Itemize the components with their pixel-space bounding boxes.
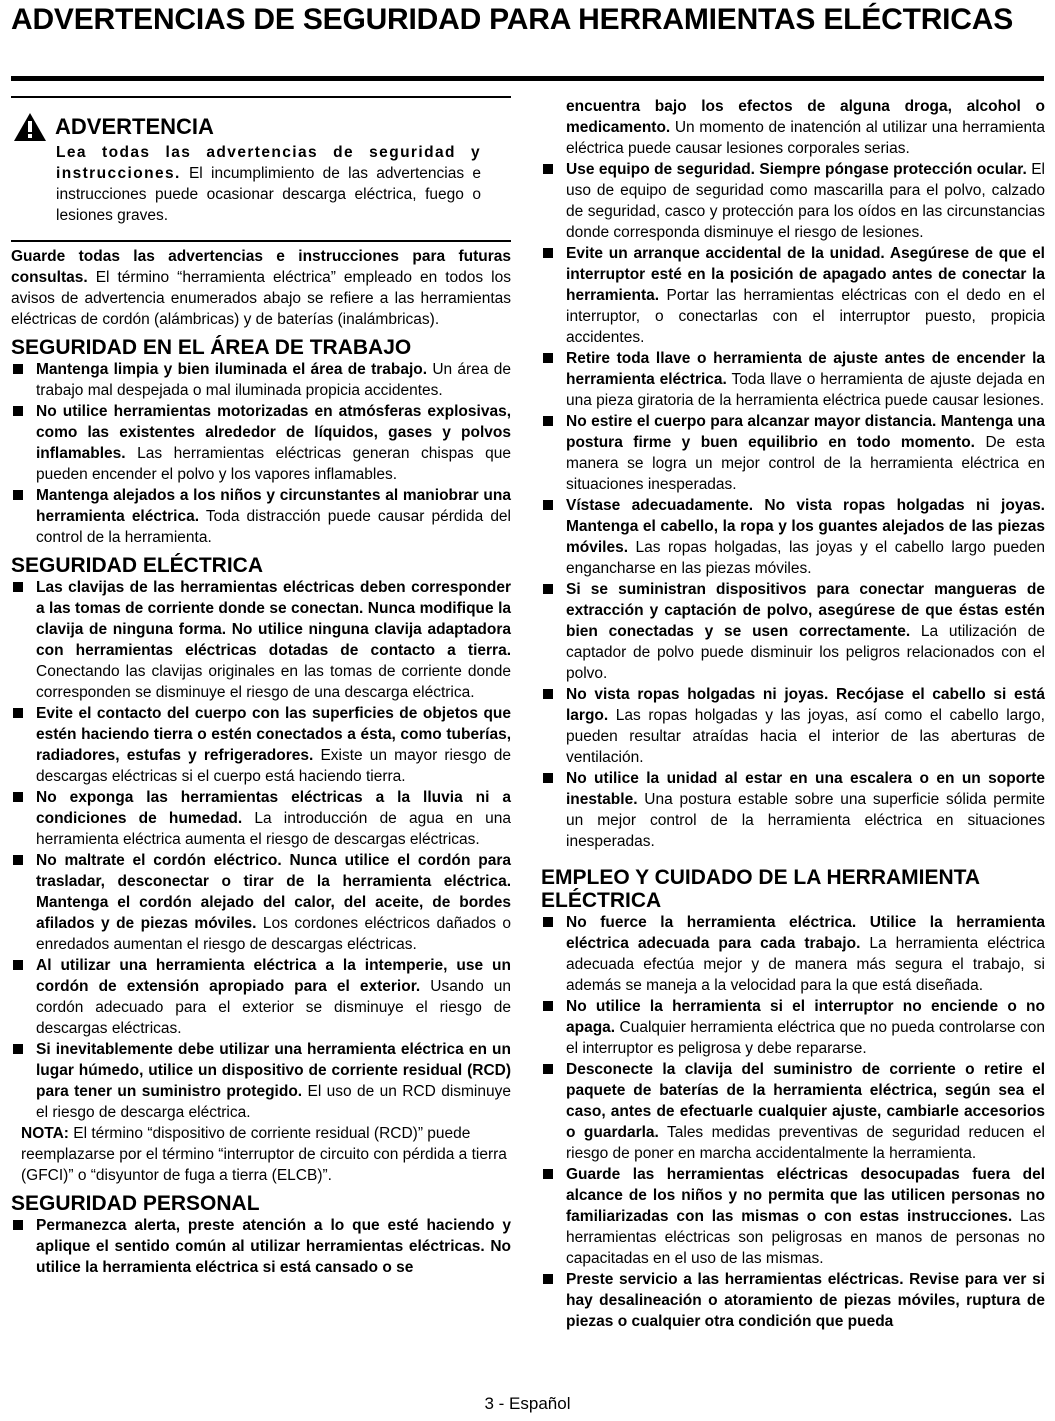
electrical-list xyxy=(11,577,511,1123)
list-item xyxy=(11,1039,511,1123)
item-bold-text: Las clavijas de las herramientas eléctricas deben corresponder a las tomas de corriente donde se conectan. Nunca modifique la clavija de ninguna forma. No utilice ninguna clavija adaptadora con herramientas eléctricas dotadas de contacto a tierra. xyxy=(36,579,511,659)
section-heading-use-care: EMPLEO Y CUIDADO DE LA HERRAMIENTA ELÉCTRICA xyxy=(541,866,980,912)
list-item xyxy=(11,359,511,401)
list-item xyxy=(11,955,511,1039)
list-item xyxy=(11,485,511,548)
page-number: 3 - Español xyxy=(484,1394,571,1413)
list-item xyxy=(11,401,511,485)
item-bold-text: No estire el cuerpo para alcanzar mayor distancia. Mantenga una postura firme y buen equilibrio en todo momento. xyxy=(566,413,1045,451)
item-bold-text: No utilice herramientas motorizadas en atmósferas explosivas, como las existentes alrededor de líquidos, gases y polvos inflamables. xyxy=(36,403,511,462)
warning-box xyxy=(11,96,511,242)
item-text: Portar las herramientas eléctricas con el dedo en el interruptor, o conectarlas con el interruptor puesto, propicia accidentes. xyxy=(566,287,1045,346)
item-bold-text: No exponga las herramientas eléctricas a la lluvia ni a condiciones de humedad. xyxy=(36,789,511,827)
bullet-square-icon xyxy=(13,1044,23,1054)
section-heading-personal: SEGURIDAD PERSONAL xyxy=(11,1192,260,1215)
note-label: NOTA: xyxy=(21,1125,69,1142)
bullet-square-icon xyxy=(543,416,553,426)
list-item xyxy=(541,1269,1045,1332)
bullet-square-icon xyxy=(543,1001,553,1011)
item-bold-text: Vístase adecuadamente. No vista ropas holgadas ni joyas. Mantenga el cabello, la ropa y los guantes alejados de las piezas móviles. xyxy=(566,497,1045,556)
item-text: La introducción de agua en una herramienta eléctrica aumenta el riesgo de descargas eléctricas. xyxy=(36,810,511,848)
section-heading-work-area: SEGURIDAD EN EL ÁREA DE TRABAJO xyxy=(11,336,412,359)
note-text: El término “dispositivo de corriente residual (RCD)” puede reemplazarse por el término “interruptor de circuito con pérdida a tierra (GFCI)” o “disyuntor de fuga a tierra (ELCB)”. xyxy=(21,1125,507,1184)
item-text: Toda distracción puede causar pérdida del control de la herramienta. xyxy=(36,508,512,546)
item-bold-text: Mantenga limpia y bien iluminada el área de trabajo. xyxy=(36,361,428,378)
list-item xyxy=(541,159,1045,243)
list-item xyxy=(11,850,511,955)
warning-header xyxy=(13,112,481,142)
bullet-square-icon xyxy=(543,353,553,363)
item-text: Cualquier herramienta eléctrica que no pueda controlarse con el interruptor es peligrosa y debe repararse. xyxy=(566,1019,1045,1057)
item-bold-text: No maltrate el cordón eléctrico. Nunca utilice el cordón para trasladar, desconectar o tirar de la herramienta eléctrica. Mantenga el cordón alejado del calor, del aceite, de bordes afilados y de piezas móviles. xyxy=(36,852,511,932)
item-text: Conectando las clavijas originales en las tomas de corriente donde corresponden se disminuye el riesgo de una descarga eléctrica. xyxy=(36,663,511,701)
bullet-square-icon xyxy=(13,490,23,500)
warning-bold-text: Lea todas las advertencias de seguridad y instrucciones. xyxy=(56,144,481,182)
list-item xyxy=(11,787,511,850)
item-bold-text: No fuerce la herramienta eléctrica. Utilice la herramienta eléctrica adecuada para cada trabajo. xyxy=(566,914,1045,952)
bullet-square-icon xyxy=(543,248,553,258)
bullet-square-icon xyxy=(543,1064,553,1074)
item-text: El uso de equipo de seguridad como mascarilla para el polvo, calzado de seguridad, casco y protección para los oídos en las circunstancias donde corresponda disminuye el riesgo de lesiones. xyxy=(566,161,1045,241)
right-column xyxy=(541,96,1045,1332)
item-text: La utilización de captador de polvo puede disminuir los peligros relacionados con el polvo. xyxy=(566,623,1045,682)
list-item xyxy=(541,1059,1045,1164)
list-item xyxy=(541,996,1045,1059)
work-area-list xyxy=(11,359,511,548)
list-item xyxy=(11,577,511,703)
personal-list-start xyxy=(11,1215,511,1278)
item-bold-text: No vista ropas holgadas ni joyas. Recójase el cabello si está largo. xyxy=(566,686,1045,724)
warning-heading: ADVERTENCIA xyxy=(55,114,214,139)
item-text: Las herramientas eléctricas generan chispas que pueden encender el polvo y los vapores inflamables. xyxy=(36,445,511,483)
bullet-square-icon xyxy=(543,917,553,927)
item-bold-text: Si se suministran dispositivos para conectar mangueras de extracción y captación de polvo, asegúrese de que éstas estén bien conectadas y se usen correctamente. xyxy=(566,581,1045,640)
item-bold-text: Evite un arranque accidental de la unidad. Asegúrese de que el interruptor esté en la posición de apagado antes de conectar la herramienta. xyxy=(566,245,1045,304)
item-bold-text: Guarde las herramientas eléctricas desocupadas fuera del alcance de los niños y no permita que las utilicen personas no familiarizadas con las mismas o con estas instrucciones. xyxy=(566,1166,1045,1225)
use-care-list xyxy=(541,912,1045,1332)
list-item xyxy=(11,1215,511,1278)
section-heading-electrical: SEGURIDAD ELÉCTRICA xyxy=(11,554,264,577)
list-item xyxy=(541,912,1045,996)
list-item xyxy=(541,243,1045,348)
item-text: Toda llave o herramienta de ajuste dejada en una pieza giratoria de la herramienta eléctrica puede causar lesiones. xyxy=(566,371,1045,409)
item-text: El uso de un RCD disminuye el riesgo de descarga eléctrica. xyxy=(36,1083,511,1121)
bullet-square-icon xyxy=(543,1274,553,1284)
item-text: Una postura estable sobre una superficie sólida permite un mejor control de la herramienta eléctrica en situaciones inesperadas. xyxy=(566,791,1045,850)
bullet-square-icon xyxy=(543,773,553,783)
list-item xyxy=(541,579,1045,684)
item-text: Los cordones eléctricos dañados o enredados aumentan el riesgo de descargas eléctricas. xyxy=(36,915,512,953)
bullet-square-icon xyxy=(543,164,553,174)
item-bold-text: Retire toda llave o herramienta de ajuste antes de encender la herramienta eléctrica. xyxy=(566,350,1045,388)
item-text: De esta manera se logra un mejor control de la herramienta eléctrica en situaciones inesperadas. xyxy=(566,434,1045,493)
item-bold-text: No utilice la herramienta si el interruptor no enciende o no apaga. xyxy=(566,998,1045,1036)
bullet-square-icon xyxy=(13,406,23,416)
list-item xyxy=(11,703,511,787)
item-bold-text: Preste servicio a las herramientas eléctricas. Revise para ver si hay desalineación o atoramiento de piezas móviles, ruptura de piezas o cualquier otra condición que pueda xyxy=(566,1271,1045,1330)
item-bold-text: Permanezca alerta, preste atención a lo que esté haciendo y aplique el sentido común al utilizar herramientas eléctricas. No utilice la herramienta eléctrica si está cansado o se xyxy=(36,1217,511,1276)
intro-bold-text: Guarde todas las advertencias e instrucciones para futuras consultas. xyxy=(11,248,511,286)
bullet-square-icon xyxy=(543,500,553,510)
item-bold-text: Mantenga alejados a los niños y circunstantes al maniobrar una herramienta eléctrica. xyxy=(36,487,511,525)
item-text: La herramienta eléctrica adecuada efectúa mejor y de manera más segura el trabajo, si además se maneja a la velocidad para la que está diseñada. xyxy=(566,935,1045,994)
item-bold-text: Desconecte la clavija del suministro de corriente o retire el paquete de baterías de la herramienta eléctrica, según sea el caso, antes de efectuarle cualquier ajuste, cambiarle accesorios o guardarla. xyxy=(566,1061,1045,1141)
bullet-square-icon xyxy=(13,792,23,802)
warning-text: El incumplimiento de las advertencias e instrucciones puede ocasionar descarga eléctrica, fuego o lesiones graves. xyxy=(56,165,481,224)
item-bold-text: Evite el contacto del cuerpo con las superficies de objetos que estén haciendo tierra o estén conectados a ésta, como tuberías, radiadores, estufas y refrigeradores. xyxy=(36,705,511,764)
list-item xyxy=(541,768,1045,852)
left-column xyxy=(11,96,511,1278)
bullet-square-icon xyxy=(13,960,23,970)
list-item xyxy=(541,411,1045,495)
item-text: Las herramientas eléctricas son peligrosas en manos de personas no capacitadas en el uso de las mismas. xyxy=(566,1208,1045,1267)
title-divider xyxy=(11,76,1044,81)
bullet-square-icon xyxy=(543,584,553,594)
intro-text: El término “herramienta eléctrica” empleado en todos los avisos de advertencia enumerados abajo se refiere a las herramientas eléctricas de cordón (alámbricas) y de baterías (inalámbricas). xyxy=(11,269,511,328)
item-text: Tales medidas preventivas de seguridad reducen el riesgo de poner en marcha accidentalmente la herramienta. xyxy=(566,1124,1045,1162)
item-bold-text: Al utilizar una herramienta eléctrica a la intemperie, use un cordón de extensión apropiado para el exterior. xyxy=(36,957,511,995)
item-text: Las ropas holgadas y las joyas, así como el cabello largo, pueden resultar atraídas hacia el interior de las aberturas de ventilación. xyxy=(566,707,1045,766)
item-bold-text: encuentra bajo los efectos de alguna droga, alcohol o medicamento. xyxy=(566,98,1045,136)
item-text: Las ropas holgadas, las joyas y el cabello largo pueden engancharse en las piezas móviles. xyxy=(566,539,1045,577)
list-item xyxy=(541,348,1045,411)
intro-paragraph xyxy=(11,246,511,330)
item-text: Usando un cordón adecuado para el exterior se disminuye el riesgo de descargas eléctricas. xyxy=(36,978,511,1037)
bullet-square-icon xyxy=(13,364,23,374)
item-text: Existe un mayor riesgo de descargas eléctricas si el cuerpo está haciendo tierra. xyxy=(36,747,511,785)
item-text: Un momento de inatención al utilizar una herramienta eléctrica puede causar lesiones corporales serias. xyxy=(566,119,1045,157)
item-bold-text: Si inevitablemente debe utilizar una herramienta eléctrica en un lugar húmedo, utilice un dispositivo de corriente residual (RCD) para tener un suministro protegido. xyxy=(36,1041,511,1100)
page-title: ADVERTENCIAS DE SEGURIDAD PARA HERRAMIENTAS ELÉCTRICAS xyxy=(11,3,1014,36)
bullet-square-icon xyxy=(13,1220,23,1230)
bullet-square-icon xyxy=(13,582,23,592)
bullet-square-icon xyxy=(543,689,553,699)
bullet-square-icon xyxy=(13,855,23,865)
personal-list xyxy=(541,159,1045,852)
list-item xyxy=(541,684,1045,768)
note xyxy=(11,1123,511,1186)
item-bold-text: No utilice la unidad al estar en una escalera o en un soporte inestable. xyxy=(566,770,1045,808)
bullet-square-icon xyxy=(13,708,23,718)
bullet-square-icon xyxy=(543,1169,553,1179)
warning-triangle-icon xyxy=(13,112,47,142)
warning-body xyxy=(56,142,481,226)
continued-item xyxy=(541,96,1045,159)
item-bold-text: Use equipo de seguridad. Siempre póngase protección ocular. xyxy=(566,161,1027,178)
list-item xyxy=(541,1164,1045,1269)
item-text: Un área de trabajo mal despejada o mal iluminada propicia accidentes. xyxy=(36,361,511,399)
list-item xyxy=(541,495,1045,579)
